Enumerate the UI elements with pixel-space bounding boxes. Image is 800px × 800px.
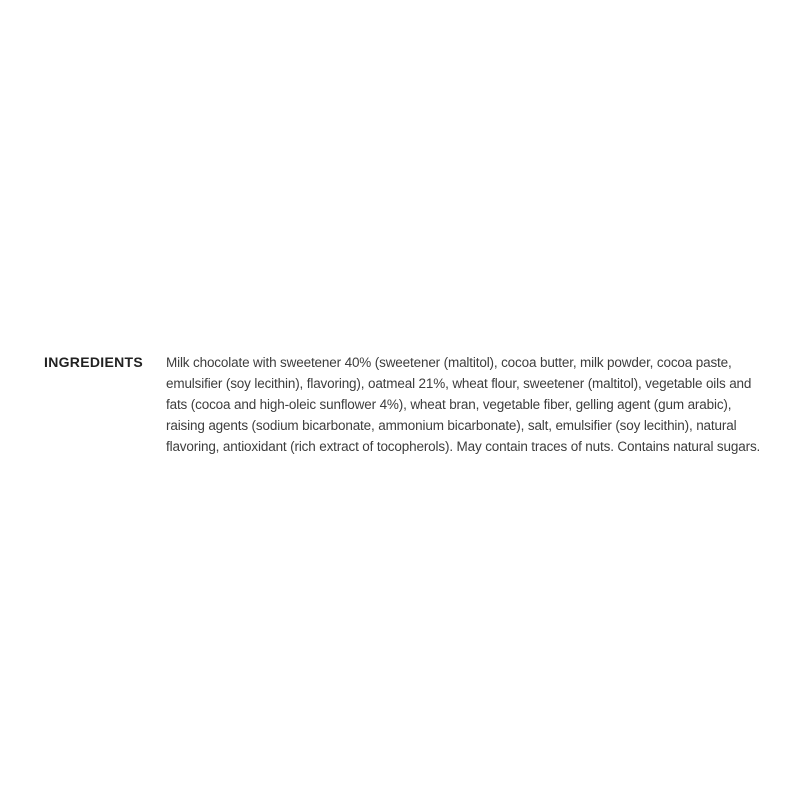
- ingredients-heading: INGREDIENTS: [44, 354, 143, 370]
- ingredients-text: Milk chocolate with sweetener 40% (sweetener (maltitol), cocoa butter, milk powder, cocoa paste, emulsifier (soy lecithin), flavoring), oatmeal 21%, wheat flour, sweetener (maltitol), vegetable oils and fats (cocoa and high-oleic sunflower 4%), wheat bran, vegetable fiber, gelling agent (gum arabic), raising agents (sodium bicarbonate, ammonium bicarbonate), salt, emulsifier (soy lecithin), natural flavoring, antioxidant (rich extract of tocopherols). May contain traces of nuts. Contains natural sugars.: [166, 355, 761, 454]
- ingredients-section: [44, 352, 771, 457]
